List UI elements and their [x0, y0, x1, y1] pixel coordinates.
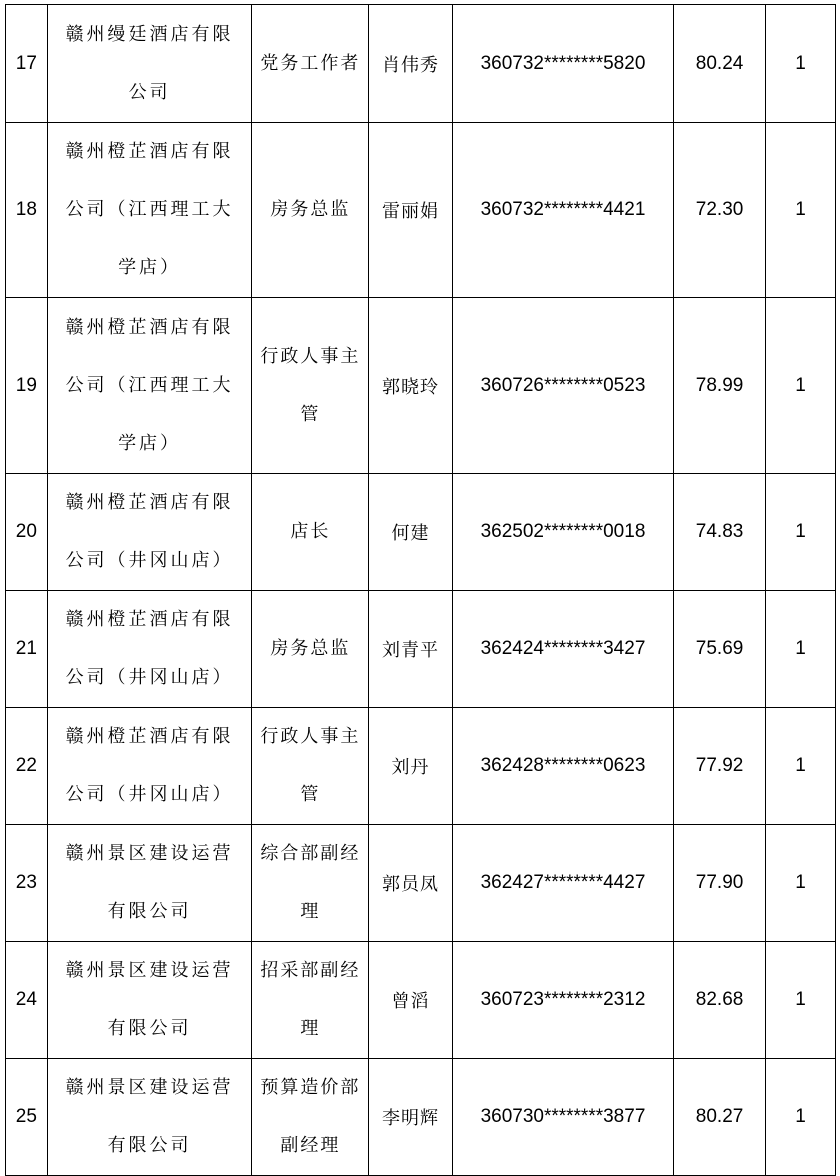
- position-cell: [252, 298, 369, 474]
- company-cell: [47, 1059, 252, 1176]
- position-name: 预算造价部副经理: [260, 1077, 361, 1156]
- company-cell: [47, 474, 252, 591]
- position-cell: [252, 708, 369, 825]
- person-name: 郭员凤: [369, 825, 453, 942]
- company-name: 赣州橙芷酒店有限公司（井冈山店）: [65, 492, 234, 571]
- score: 74.83: [674, 474, 766, 591]
- id-number: 362428********0623: [452, 708, 673, 825]
- table-row: [6, 123, 836, 298]
- position-cell: [252, 591, 369, 708]
- table-row: [6, 5, 836, 123]
- position-cell: [252, 1059, 369, 1176]
- table-row: [6, 1059, 836, 1176]
- company-cell: [47, 591, 252, 708]
- person-name: 肖伟秀: [369, 5, 453, 123]
- row-number: 20: [6, 474, 48, 591]
- position-cell: [252, 5, 369, 123]
- id-number: 360732********4421: [452, 123, 673, 298]
- company-name: 赣州橙芷酒店有限公司（井冈山店）: [65, 609, 234, 688]
- company-cell: [47, 942, 252, 1059]
- position-name: 房务总监: [270, 199, 351, 220]
- id-number: 360732********5820: [452, 5, 673, 123]
- position-cell: [252, 474, 369, 591]
- company-cell: [47, 5, 252, 123]
- table-row: [6, 708, 836, 825]
- hire-count: 1: [766, 942, 836, 1059]
- id-number: 362424********3427: [452, 591, 673, 708]
- score: 80.27: [674, 1059, 766, 1176]
- score: 82.68: [674, 942, 766, 1059]
- company-name: 赣州缦廷酒店有限公司: [65, 23, 234, 103]
- position-name: 综合部副经理: [260, 843, 361, 922]
- id-number: 362427********4427: [452, 825, 673, 942]
- hire-count: 1: [766, 298, 836, 474]
- row-number: 21: [6, 591, 48, 708]
- position-name: 党务工作者: [260, 52, 361, 74]
- row-number: 25: [6, 1059, 48, 1176]
- id-number: 362502********0018: [452, 474, 673, 591]
- position-name: 房务总监: [270, 638, 351, 659]
- company-name: 赣州景区建设运营有限公司: [65, 960, 234, 1039]
- row-number: 19: [6, 298, 48, 474]
- row-number: 17: [6, 5, 48, 123]
- score: 80.24: [674, 5, 766, 123]
- position-cell: [252, 942, 369, 1059]
- hire-count: 1: [766, 474, 836, 591]
- company-name: 赣州景区建设运营有限公司: [65, 843, 234, 922]
- person-name: 刘丹: [369, 708, 453, 825]
- position-cell: [252, 825, 369, 942]
- score: 72.30: [674, 123, 766, 298]
- hire-count: 1: [766, 5, 836, 123]
- results-table: [5, 4, 836, 1176]
- score: 77.92: [674, 708, 766, 825]
- company-cell: [47, 708, 252, 825]
- score: 78.99: [674, 298, 766, 474]
- person-name: 曾滔: [369, 942, 453, 1059]
- company-name: 赣州橙芷酒店有限公司（江西理工大学店）: [65, 141, 234, 278]
- row-number: 22: [6, 708, 48, 825]
- position-name: 行政人事主管: [260, 345, 361, 425]
- company-cell: [47, 298, 252, 474]
- position-name: 招采部副经理: [260, 960, 361, 1039]
- table-row: [6, 942, 836, 1059]
- position-name: 行政人事主管: [260, 726, 361, 805]
- score: 75.69: [674, 591, 766, 708]
- position-name: 店长: [290, 521, 331, 542]
- score: 77.90: [674, 825, 766, 942]
- company-cell: [47, 825, 252, 942]
- row-number: 24: [6, 942, 48, 1059]
- row-number: 23: [6, 825, 48, 942]
- company-name: 赣州景区建设运营有限公司: [65, 1077, 234, 1156]
- table-row: [6, 298, 836, 474]
- id-number: 360730********3877: [452, 1059, 673, 1176]
- id-number: 360726********0523: [452, 298, 673, 474]
- table-row: [6, 825, 836, 942]
- id-number: 360723********2312: [452, 942, 673, 1059]
- position-cell: [252, 123, 369, 298]
- hire-count: 1: [766, 591, 836, 708]
- hire-count: 1: [766, 123, 836, 298]
- person-name: 李明辉: [369, 1059, 453, 1176]
- person-name: 何建: [369, 474, 453, 591]
- hire-count: 1: [766, 825, 836, 942]
- person-name: 雷丽娟: [369, 123, 453, 298]
- company-cell: [47, 123, 252, 298]
- company-name: 赣州橙芷酒店有限公司（井冈山店）: [65, 726, 234, 805]
- row-number: 18: [6, 123, 48, 298]
- hire-count: 1: [766, 708, 836, 825]
- table-row: [6, 591, 836, 708]
- company-name: 赣州橙芷酒店有限公司（江西理工大学店）: [65, 316, 234, 454]
- table-row: [6, 474, 836, 591]
- person-name: 刘青平: [369, 591, 453, 708]
- person-name: 郭晓玲: [369, 298, 453, 474]
- hire-count: 1: [766, 1059, 836, 1176]
